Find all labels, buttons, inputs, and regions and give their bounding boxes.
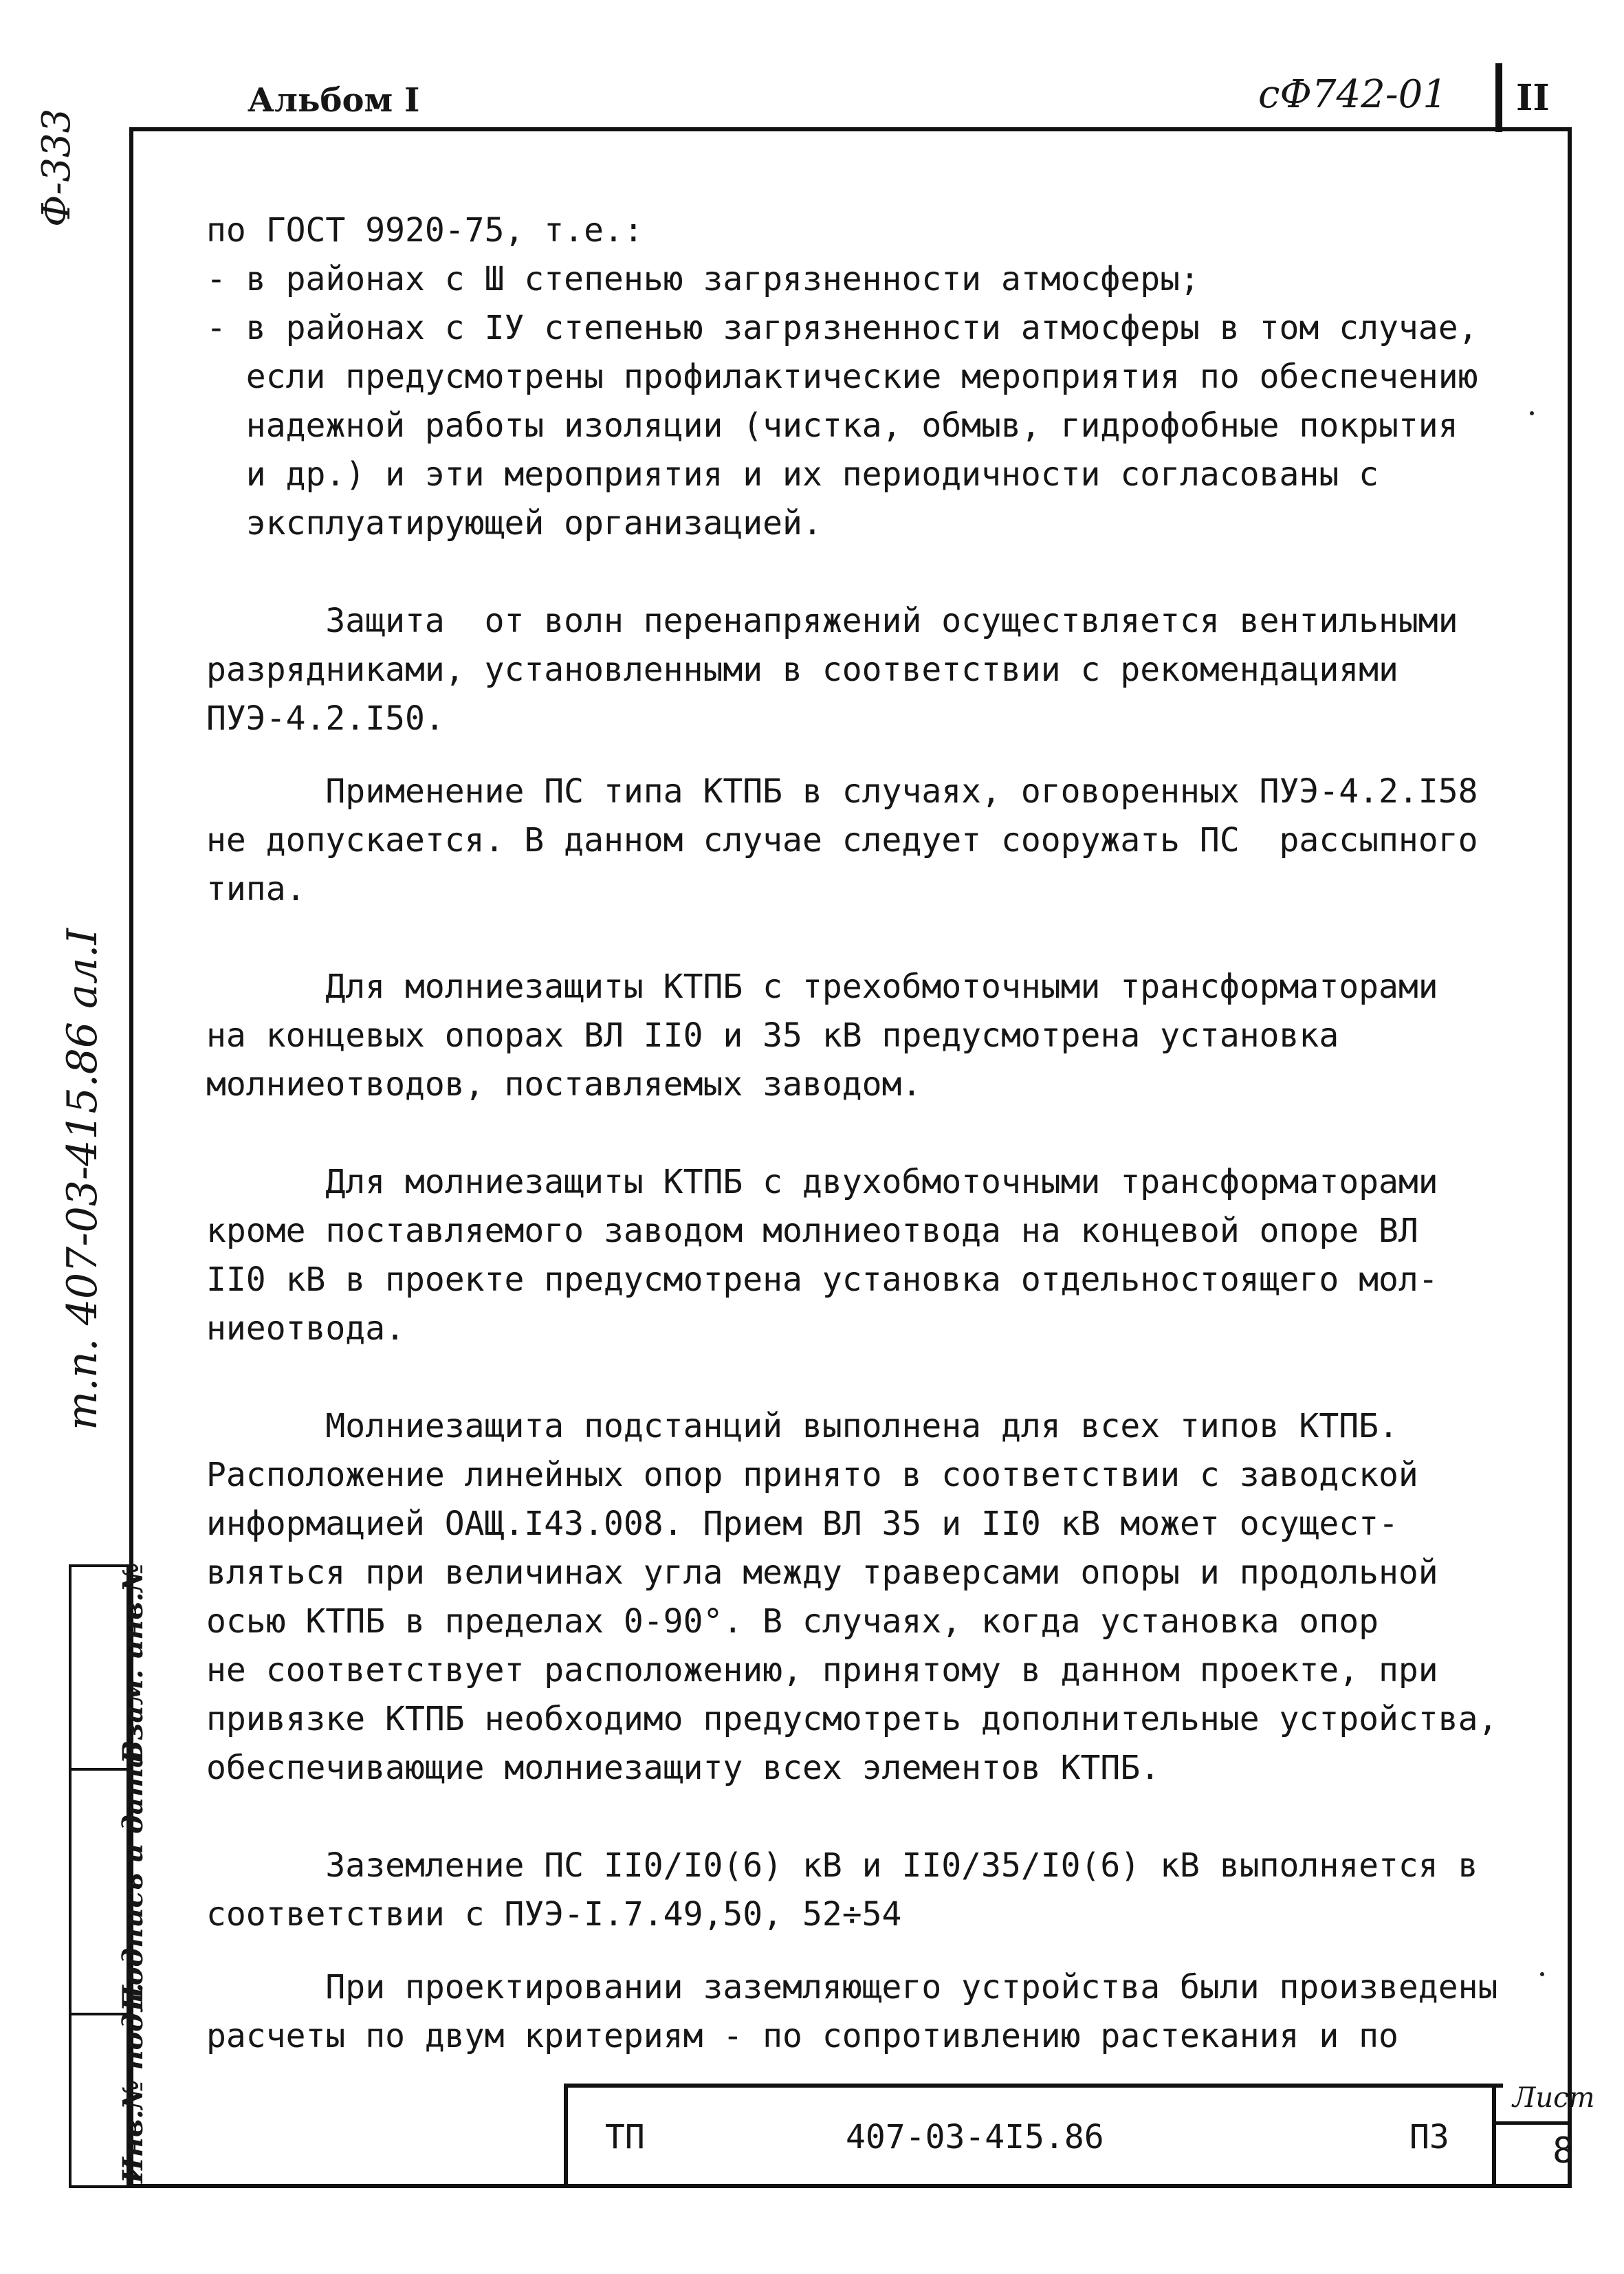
text-line: соответствии с ПУЭ-I.7.49,50, 52÷54 [206,1895,902,1934]
title-block-type: ТП [605,2118,645,2156]
paragraph-gap [206,914,1519,963]
text-line: и др.) и эти мероприятия и их периодичности согласованы с [206,455,1379,494]
text-line: на концевых опорах ВЛ II0 и 35 кВ предусмотрена установка [206,1016,1339,1055]
header-divider [1495,63,1502,132]
stamp-label-replacement: Взам. инв.№ [117,1562,149,1764]
paragraph-gap [206,1353,1519,1402]
approval-stamp [69,1562,149,2188]
title-block-divider [1492,2084,1496,2188]
stray-mark [1530,411,1534,415]
text-line: осью КТПБ в пределах 0-90°. В случаях, когда установка опор [206,1602,1379,1641]
stray-mark [1540,1972,1544,1976]
text-line: Защита от волн перенапряжений осуществляется вентильными [206,602,1458,640]
project-reference: т.п. 407-03-415.86 ал.I [58,928,107,1430]
text-line: надежной работы изоляции (чистка, обмыв, гидрофобные покрытия [206,406,1458,445]
text-line: Для молниезащиты КТПБ с трехобмоточными трансформаторами [206,967,1438,1006]
title-block-sheet-number: 8 [1552,2130,1574,2172]
text-line: не соответствует расположению, принятому в данном проекте, при [206,1651,1438,1690]
text-line: II0 кВ в проекте предусмотрена установка отдельностоящего мол- [206,1260,1438,1299]
stamp-label-inventory: Инв.№ подл. [117,1982,149,2183]
title-block-doc: ПЗ [1409,2118,1449,2156]
paragraph-gap [206,743,1519,767]
text-line: молниеотводов, поставляемых заводом. [206,1065,922,1104]
stamp-label-signature: Подпись и дата [117,1749,149,2011]
text-line: разрядниками, установленными в соответствии с рекомендациями [206,651,1398,689]
text-line: эксплуатирующей организацией. [206,504,822,543]
text-line: Расположение линейных опор принято в соответствии с заводской [206,1456,1418,1494]
title-block-sheet-divider [1496,2121,1572,2125]
text-line: кроме поставляемого заводом молниеотвода на концевой опоре ВЛ [206,1212,1418,1250]
text-line: типа. [206,870,306,908]
text-line: ниеотвода. [206,1309,405,1348]
document-body [206,206,1519,2061]
text-line: Молниезащита подстанций выполнена для всех типов КТПБ. [206,1407,1398,1445]
text-line: - в районах с Ш степенью загрязненности атмосферы; [206,260,1200,298]
text-line: - в районах с IУ степенью загрязненности атмосферы в том случае, [206,309,1478,347]
paragraph-gap [206,1939,1519,1963]
title-block-sheet-label: Лист [1513,2082,1595,2114]
text-line: Для молниезащиты КТПБ с двухобмоточными трансформаторами [206,1163,1438,1201]
text-line: ПУЭ-4.2.I50. [206,699,445,738]
text-line: Применение ПС типа КТПБ в случаях, оговоренных ПУЭ-4.2.I58 [206,772,1478,811]
paragraph-gap [206,548,1519,597]
text-line: обеспечивающие молниезащиту всех элементов КТПБ. [206,1749,1161,1787]
text-line: расчеты по двум критериям - по сопротивлению растекания и по [206,2017,1398,2055]
paragraph-gap [206,1109,1519,1158]
text-line: информацией ОАЩ.I43.008. Прием ВЛ 35 и II0 кВ может осущест- [206,1505,1398,1543]
format-mark: Ф-333 [34,108,79,227]
album-label: Альбом I [248,81,420,120]
text-line: вляться при величинах угла между траверсами опоры и продольной [206,1553,1438,1592]
text-line: Заземление ПС II0/I0(6) кВ и II0/35/I0(6) кВ выполняется в [206,1846,1478,1885]
text-line: если предусмотрены профилактические мероприятия по обеспечению [206,358,1478,396]
text-line: При проектировании заземляющего устройства были произведены [206,1968,1498,2007]
text-line: не допускается. В данном случае следует сооружать ПС рассыпного [206,821,1478,860]
text-line: привязке КТПБ необходимо предусмотреть дополнительные устройства, [206,1700,1498,1738]
title-block-code: 407-03-4I5.86 [846,2118,1104,2156]
handwritten-code: сФ742-01 [1258,72,1447,117]
page-sheet-number: II [1516,77,1550,119]
text-line: по ГОСТ 9920-75, т.е.: [206,211,644,250]
paragraph-gap [206,1793,1519,1841]
